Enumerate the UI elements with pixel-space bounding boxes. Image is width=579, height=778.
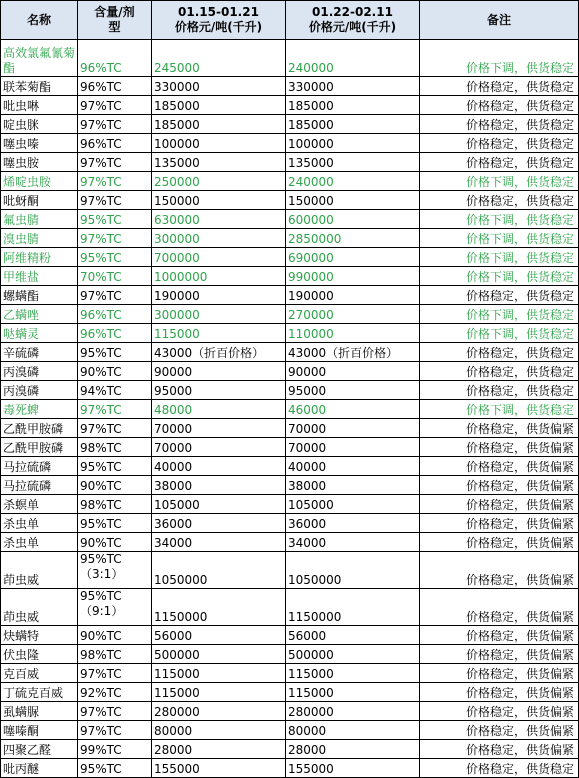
cell-name: 噻虫胺 (1, 153, 78, 172)
cell-remark: 价格稳定，供货稳定 (420, 381, 579, 400)
cell-spec: 70%TC (78, 267, 152, 286)
cell-price-period2: 115000 (286, 683, 420, 702)
cell-spec: 97%TC (78, 721, 152, 740)
cell-remark: 价格稳定，供货偏紧 (420, 419, 579, 438)
cell-spec: 94%TC (78, 381, 152, 400)
cell-remark: 价格稳定，供货稳定 (420, 77, 579, 96)
cell-remark: 价格稳定，供货偏紧 (420, 664, 579, 683)
table-row (1, 419, 579, 438)
cell-spec: 95%TC (78, 343, 152, 362)
table-row (1, 759, 579, 778)
cell-spec: 99%TC (78, 740, 152, 759)
cell-name: 乙螨唑 (1, 305, 78, 324)
cell-price-period1: 105000 (152, 495, 286, 514)
cell-spec: 97%TC (78, 702, 152, 721)
header-remark (420, 1, 579, 40)
cell-price-period1: 90000 (152, 362, 286, 381)
table-row (1, 533, 579, 552)
cell-price-period1: 1000000 (152, 267, 286, 286)
cell-remark: 价格稳定，供货稳定 (420, 362, 579, 381)
cell-remark: 价格稳定，供货偏紧 (420, 683, 579, 702)
cell-remark: 价格稳定，供货偏紧 (420, 533, 579, 552)
cell-price-period2: 70000 (286, 438, 420, 457)
cell-price-period2: 150000 (286, 191, 420, 210)
table-row (1, 476, 579, 495)
cell-name: 炔螨特 (1, 626, 78, 645)
cell-spec: 98%TC (78, 438, 152, 457)
cell-remark: 价格稳定，供货偏紧 (420, 495, 579, 514)
cell-name: 螺螨酯 (1, 286, 78, 305)
cell-name: 乙酰甲胺磷 (1, 438, 78, 457)
cell-spec: 95%TC (78, 248, 152, 267)
table-row (1, 305, 579, 324)
cell-price-period1: 43000（折百价格） (152, 343, 286, 362)
cell-name: 阿维精粉 (1, 248, 78, 267)
cell-spec: 97%TC (78, 96, 152, 115)
table-row (1, 438, 579, 457)
cell-name: 杀虫单 (1, 514, 78, 533)
cell-remark: 价格下调，供货稳定 (420, 248, 579, 267)
cell-remark: 价格稳定，供货偏紧 (420, 552, 579, 589)
header-period1-dates: 01.15-01.21 (178, 5, 259, 19)
cell-price-period2: 2850000 (286, 229, 420, 248)
cell-price-period1: 48000 (152, 400, 286, 419)
header-spec (78, 1, 152, 40)
cell-spec: 97%TC (78, 172, 152, 191)
cell-name: 噻嗪酮 (1, 721, 78, 740)
table-row (1, 191, 579, 210)
cell-price-period2: 80000 (286, 721, 420, 740)
cell-price-period2: 690000 (286, 248, 420, 267)
cell-remark: 价格稳定，供货偏紧 (420, 589, 579, 626)
cell-remark: 价格稳定，供货偏紧 (420, 740, 579, 759)
cell-spec: 92%TC (78, 683, 152, 702)
table-row (1, 229, 579, 248)
cell-name: 毒死蜱 (1, 400, 78, 419)
cell-spec: 97%TC (78, 229, 152, 248)
table-row (1, 381, 579, 400)
cell-name: 辛硫磷 (1, 343, 78, 362)
cell-price-period1: 155000 (152, 759, 286, 778)
cell-name: 联苯菊酯 (1, 77, 78, 96)
cell-price-period2: 56000 (286, 626, 420, 645)
cell-name: 马拉硫磷 (1, 457, 78, 476)
table-row (1, 286, 579, 305)
cell-name: 乙酰甲胺磷 (1, 419, 78, 438)
cell-name: 溴虫腈 (1, 229, 78, 248)
header-name (1, 1, 78, 40)
cell-price-period1: 1050000 (152, 552, 286, 589)
cell-spec: 96%TC (78, 305, 152, 324)
cell-price-period1: 70000 (152, 419, 286, 438)
cell-price-period2: 34000 (286, 533, 420, 552)
table-body (1, 40, 579, 778)
cell-price-period1: 36000 (152, 514, 286, 533)
header-period2-dates: 01.22-02.11 (312, 5, 393, 19)
cell-price-period2: 1150000 (286, 589, 420, 626)
cell-spec: 98%TC (78, 495, 152, 514)
cell-price-period2: 1050000 (286, 552, 420, 589)
cell-price-period2: 270000 (286, 305, 420, 324)
cell-price-period1: 95000 (152, 381, 286, 400)
cell-price-period2: 90000 (286, 362, 420, 381)
cell-spec: 90%TC (78, 626, 152, 645)
cell-remark: 价格下调，供货稳定 (420, 267, 579, 286)
cell-price-period2: 43000（折百价格） (286, 343, 420, 362)
cell-spec: 97%TC (78, 286, 152, 305)
cell-price-period2: 240000 (286, 40, 420, 77)
cell-spec: 97%TC (78, 400, 152, 419)
cell-remark: 价格稳定，供货偏紧 (420, 626, 579, 645)
cell-price-period2: 105000 (286, 495, 420, 514)
cell-price-period1: 115000 (152, 324, 286, 343)
cell-price-period2: 600000 (286, 210, 420, 229)
cell-spec: 97%TC (78, 153, 152, 172)
cell-spec: 98%TC (78, 645, 152, 664)
cell-price-period1: 80000 (152, 721, 286, 740)
cell-price-period2: 190000 (286, 286, 420, 305)
cell-price-period1: 245000 (152, 40, 286, 77)
cell-name: 杀虫单 (1, 533, 78, 552)
header-spec-line2: 型 (108, 20, 121, 34)
cell-remark: 价格下调，供货稳定 (420, 229, 579, 248)
cell-price-period1: 28000 (152, 740, 286, 759)
cell-spec: 95%TC (78, 759, 152, 778)
cell-spec: 97%TC (78, 191, 152, 210)
cell-spec: 95%TC (78, 514, 152, 533)
cell-price-period1: 500000 (152, 645, 286, 664)
table-row (1, 77, 579, 96)
cell-name: 伏虫隆 (1, 645, 78, 664)
cell-price-period2: 185000 (286, 96, 420, 115)
table-row (1, 153, 579, 172)
cell-price-period2: 40000 (286, 457, 420, 476)
table-row (1, 267, 579, 286)
cell-price-period2: 330000 (286, 77, 420, 96)
cell-remark: 价格下调，供货稳定 (420, 324, 579, 343)
cell-remark: 价格下调，供货稳定 (420, 305, 579, 324)
cell-price-period1: 56000 (152, 626, 286, 645)
cell-remark: 价格稳定，供货偏紧 (420, 438, 579, 457)
cell-spec-ratio: （3:1） (80, 567, 124, 581)
cell-price-period1: 135000 (152, 153, 286, 172)
cell-name: 烯啶虫胺 (1, 172, 78, 191)
cell-price-period1: 150000 (152, 191, 286, 210)
cell-price-period2: 115000 (286, 664, 420, 683)
header-spec-line1: 含量/剂 (94, 5, 135, 19)
cell-name: 茚虫威 (1, 552, 78, 589)
header-period2-unit: 价格元/吨(千升) (308, 20, 397, 34)
cell-remark: 价格稳定，供货稳定 (420, 191, 579, 210)
cell-price-period1: 300000 (152, 305, 286, 324)
cell-name: 氟虫腈 (1, 210, 78, 229)
cell-remark: 价格下调，供货稳定 (420, 172, 579, 191)
cell-spec (78, 589, 152, 626)
cell-name: 马拉硫磷 (1, 476, 78, 495)
cell-name: 甲维盐 (1, 267, 78, 286)
header-period1-unit: 价格元/吨(千升) (174, 20, 263, 34)
table-row (1, 248, 579, 267)
cell-spec: 96%TC (78, 134, 152, 153)
cell-price-period1: 300000 (152, 229, 286, 248)
cell-name: 高效氯氟氰菊酯 (1, 40, 78, 77)
cell-spec: 97%TC (78, 419, 152, 438)
cell-price-period1: 70000 (152, 438, 286, 457)
cell-name: 吡丙醚 (1, 759, 78, 778)
cell-remark: 价格稳定，供货稳定 (420, 759, 579, 778)
cell-remark: 价格稳定，供货偏紧 (420, 514, 579, 533)
table-header (1, 1, 579, 40)
cell-price-period2: 36000 (286, 514, 420, 533)
cell-price-period1: 185000 (152, 96, 286, 115)
table-row (1, 552, 579, 589)
cell-price-period2: 70000 (286, 419, 420, 438)
cell-remark: 价格稳定，供货稳定 (420, 96, 579, 115)
table-row (1, 96, 579, 115)
cell-spec: 97%TC (78, 664, 152, 683)
cell-spec (78, 552, 152, 589)
cell-name: 哒螨灵 (1, 324, 78, 343)
cell-price-period1: 700000 (152, 248, 286, 267)
cell-name: 丁硫克百威 (1, 683, 78, 702)
cell-price-period2: 240000 (286, 172, 420, 191)
cell-spec: 96%TC (78, 77, 152, 96)
cell-price-period1: 280000 (152, 702, 286, 721)
cell-price-period2: 990000 (286, 267, 420, 286)
cell-price-period2: 100000 (286, 134, 420, 153)
header-name-label: 名称 (26, 12, 51, 27)
table-row (1, 589, 579, 626)
cell-name: 茚虫威 (1, 589, 78, 626)
cell-price-period2: 110000 (286, 324, 420, 343)
cell-name: 啶虫脒 (1, 115, 78, 134)
cell-spec-content: 95%TC (80, 589, 122, 603)
cell-price-period1: 630000 (152, 210, 286, 229)
table-row (1, 40, 579, 77)
cell-price-period2: 185000 (286, 115, 420, 134)
cell-spec: 95%TC (78, 457, 152, 476)
cell-remark: 价格稳定，供货偏紧 (420, 702, 579, 721)
cell-price-period1: 1150000 (152, 589, 286, 626)
cell-spec: 96%TC (78, 324, 152, 343)
cell-spec: 90%TC (78, 476, 152, 495)
table-row (1, 210, 579, 229)
cell-name: 丙溴磷 (1, 362, 78, 381)
cell-spec-content: 95%TC (80, 552, 122, 566)
table-row (1, 172, 579, 191)
cell-price-period1: 40000 (152, 457, 286, 476)
cell-spec: 96%TC (78, 40, 152, 77)
cell-price-period2: 95000 (286, 381, 420, 400)
table-row (1, 645, 579, 664)
table-row (1, 721, 579, 740)
cell-remark: 价格稳定，供货稳定 (420, 134, 579, 153)
cell-remark: 价格稳定，供货稳定 (420, 153, 579, 172)
header-row (1, 1, 579, 40)
cell-spec: 90%TC (78, 533, 152, 552)
cell-remark: 价格下调，供货稳定 (420, 400, 579, 419)
table-row (1, 626, 579, 645)
cell-price-period1: 34000 (152, 533, 286, 552)
cell-price-period2: 135000 (286, 153, 420, 172)
cell-price-period2: 280000 (286, 702, 420, 721)
cell-remark: 价格下调，供货稳定 (420, 210, 579, 229)
table-row (1, 740, 579, 759)
cell-remark: 价格稳定，供货偏紧 (420, 645, 579, 664)
cell-price-period2: 38000 (286, 476, 420, 495)
cell-price-period1: 250000 (152, 172, 286, 191)
cell-price-period1: 190000 (152, 286, 286, 305)
table-row (1, 134, 579, 153)
table-row (1, 683, 579, 702)
cell-spec: 95%TC (78, 210, 152, 229)
cell-price-period2: 28000 (286, 740, 420, 759)
table-row (1, 664, 579, 683)
cell-remark: 价格稳定，供货偏紧 (420, 476, 579, 495)
cell-price-period2: 46000 (286, 400, 420, 419)
cell-spec-ratio: （9:1） (80, 604, 124, 618)
table-row (1, 115, 579, 134)
header-period2 (286, 1, 420, 40)
header-period1 (152, 1, 286, 40)
cell-price-period1: 100000 (152, 134, 286, 153)
cell-name: 虱螨脲 (1, 702, 78, 721)
table-row (1, 702, 579, 721)
cell-name: 四聚乙醛 (1, 740, 78, 759)
cell-name: 杀螟单 (1, 495, 78, 514)
cell-remark: 价格稳定，供货偏紧 (420, 721, 579, 740)
table-row (1, 362, 579, 381)
cell-name: 噻虫嗪 (1, 134, 78, 153)
cell-remark: 价格稳定，供货稳定 (420, 115, 579, 134)
cell-spec: 97%TC (78, 115, 152, 134)
table-row (1, 514, 579, 533)
cell-spec: 90%TC (78, 362, 152, 381)
header-remark-label: 备注 (486, 12, 511, 27)
cell-remark: 价格稳定，供货稳定 (420, 286, 579, 305)
cell-price-period1: 115000 (152, 664, 286, 683)
table-row (1, 343, 579, 362)
cell-name: 吡蚜酮 (1, 191, 78, 210)
table-row (1, 324, 579, 343)
table-row (1, 495, 579, 514)
cell-name: 吡虫啉 (1, 96, 78, 115)
table-row (1, 400, 579, 419)
cell-remark: 价格下调，供货稳定 (420, 40, 579, 77)
cell-price-period2: 500000 (286, 645, 420, 664)
cell-name: 克百威 (1, 664, 78, 683)
cell-price-period1: 38000 (152, 476, 286, 495)
cell-remark: 价格稳定，供货稳定 (420, 343, 579, 362)
cell-price-period1: 185000 (152, 115, 286, 134)
cell-remark: 价格稳定，供货偏紧 (420, 457, 579, 476)
cell-price-period1: 115000 (152, 683, 286, 702)
cell-price-period1: 330000 (152, 77, 286, 96)
cell-price-period2: 155000 (286, 759, 420, 778)
cell-name: 丙溴磷 (1, 381, 78, 400)
table-row (1, 457, 579, 476)
